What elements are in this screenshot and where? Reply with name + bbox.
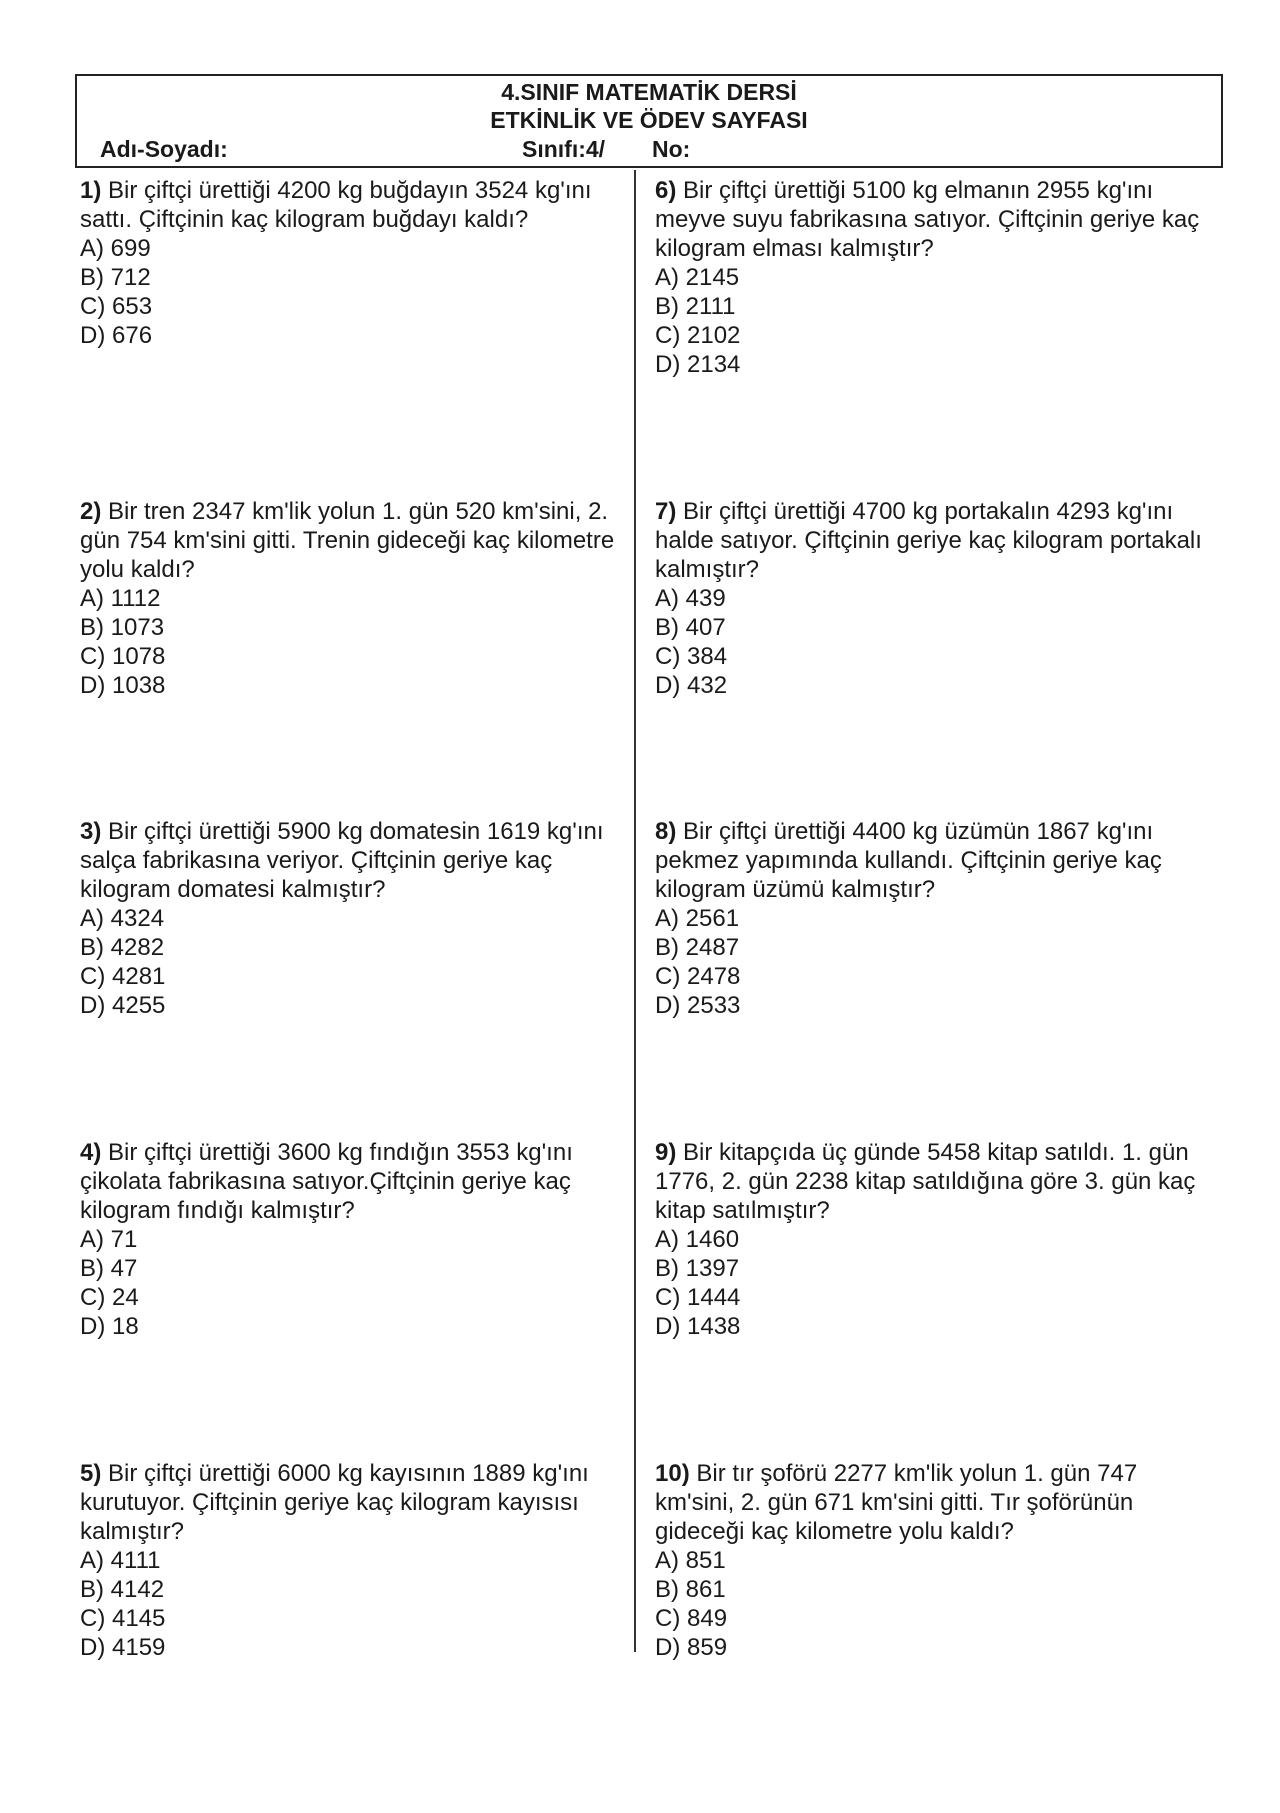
class-field-label: Sınıfı:4/: [522, 136, 606, 162]
question-number: 10): [655, 1460, 690, 1487]
option-d: D) 4255: [80, 992, 166, 1019]
question-stem: [655, 176, 1210, 263]
option-c: C) 653: [80, 293, 153, 320]
question-10: [655, 1459, 1210, 1662]
question-text: Bir çiftçi ürettiği 3600 kg fındığın 3553 kg'ını çikolata fabrikasına satıyor.Çiftçinin geriye kaç kilogram fındığı kalmıştır?: [80, 1139, 573, 1224]
option-d: D) 1038: [80, 672, 166, 699]
option-b: B) 407: [655, 614, 726, 641]
option-b: B) 4282: [80, 934, 165, 961]
question-stem: [655, 497, 1210, 584]
question-text: Bir kitapçıda üç günde 5458 kitap satıldı. 1. gün 1776, 2. gün 2238 kitap satıldığına göre 3. gün kaç kitap satılmıştır?: [655, 1139, 1196, 1224]
option-d: D) 859: [655, 1634, 728, 1661]
option-d: D) 4159: [80, 1634, 166, 1661]
option-a: A) 4324: [80, 905, 165, 932]
question-stem: [80, 176, 630, 234]
column-divider: [634, 170, 636, 1652]
question-text: Bir çiftçi ürettiği 5100 kg elmanın 2955 kg'ını meyve suyu fabrikasına satıyor. Çiftçinin geriye kaç kilogram elması kalmıştır?: [655, 177, 1200, 262]
option-a: A) 1112: [80, 585, 161, 612]
option-c: C) 1078: [80, 643, 166, 670]
question-stem: [80, 817, 630, 904]
question-text: Bir çiftçi ürettiği 4200 kg buğdayın 3524 kg'ını sattı. Çiftçinin kaç kilogram buğdayı kaldı?: [80, 177, 592, 233]
question-3: [80, 817, 630, 1020]
question-text: Bir çiftçi ürettiği 4700 kg portakalın 4293 kg'ını halde satıyor. Çiftçinin geriye kaç kilogram portakalı kalmıştır?: [655, 498, 1202, 583]
question-text: Bir tır şoförü 2277 km'lik yolun 1. gün 747 km'sini, 2. gün 671 km'sini gitti. Tır şoförünün gideceği kaç kilometre yolu kaldı?: [655, 1460, 1138, 1545]
question-stem: [80, 1459, 630, 1546]
worksheet-header: [75, 74, 1223, 168]
option-c: C) 384: [655, 643, 728, 670]
question-number: 6): [655, 177, 677, 204]
question-4: [80, 1138, 630, 1341]
option-c: C) 4145: [80, 1605, 166, 1632]
option-a: A) 699: [80, 235, 151, 262]
option-c: C) 1444: [655, 1284, 741, 1311]
question-number: 7): [655, 498, 677, 525]
option-b: B) 861: [655, 1576, 726, 1603]
question-number: 9): [655, 1139, 677, 1166]
option-c: C) 2478: [655, 963, 741, 990]
option-c: C) 849: [655, 1605, 728, 1632]
number-field-label: No:: [652, 136, 691, 162]
option-d: D) 18: [80, 1313, 139, 1340]
option-b: B) 712: [80, 264, 151, 291]
option-d: D) 1438: [655, 1313, 741, 1340]
option-b: B) 4142: [80, 1576, 165, 1603]
question-2: [80, 497, 630, 700]
worksheet-subtitle: ETKİNLİK VE ÖDEV SAYFASI: [490, 107, 808, 133]
question-number: 2): [80, 498, 102, 525]
question-stem: [80, 497, 630, 584]
option-a: A) 439: [655, 585, 726, 612]
option-c: C) 24: [80, 1284, 139, 1311]
question-number: 1): [80, 177, 102, 204]
option-a: A) 851: [655, 1547, 726, 1574]
option-d: D) 676: [80, 322, 153, 349]
option-c: C) 2102: [655, 322, 741, 349]
question-number: 8): [655, 818, 677, 845]
question-text: Bir çiftçi ürettiği 6000 kg kayısının 1889 kg'ını kurutuyor. Çiftçinin geriye kaç kilogram kayısısı kalmıştır?: [80, 1460, 589, 1545]
option-b: B) 1397: [655, 1255, 740, 1282]
question-number: 5): [80, 1460, 102, 1487]
question-8: [655, 817, 1210, 1020]
question-6: [655, 176, 1210, 379]
option-a: A) 2561: [655, 905, 740, 932]
option-a: A) 1460: [655, 1226, 740, 1253]
option-b: B) 47: [80, 1255, 138, 1282]
question-number: 4): [80, 1139, 102, 1166]
option-d: D) 2533: [655, 992, 741, 1019]
option-d: D) 432: [655, 672, 728, 699]
option-b: B) 2487: [655, 934, 740, 961]
worksheet-title: 4.SINIF MATEMATİK DERSİ: [501, 79, 797, 105]
question-stem: [655, 1459, 1210, 1546]
option-c: C) 4281: [80, 963, 166, 990]
option-a: A) 4111: [80, 1547, 161, 1574]
question-stem: [655, 817, 1210, 904]
option-a: A) 2145: [655, 264, 740, 291]
name-field-label: Adı-Soyadı:: [100, 136, 228, 162]
option-b: B) 2111: [655, 293, 736, 320]
question-7: [655, 497, 1210, 700]
question-text: Bir çiftçi ürettiği 4400 kg üzümün 1867 kg'ını pekmez yapımında kullandı. Çiftçinin geriye kaç kilogram üzümü kalmıştır?: [655, 818, 1162, 903]
question-5: [80, 1459, 630, 1662]
question-text: Bir tren 2347 km'lik yolun 1. gün 520 km'sini, 2. gün 754 km'sini gitti. Trenin gideceği kaç kilometre yolu kaldı?: [80, 498, 615, 583]
question-stem: [655, 1138, 1210, 1225]
question-1: [80, 176, 630, 350]
question-stem: [80, 1138, 630, 1225]
option-b: B) 1073: [80, 614, 165, 641]
option-a: A) 71: [80, 1226, 138, 1253]
option-d: D) 2134: [655, 351, 741, 378]
question-text: Bir çiftçi ürettiği 5900 kg domatesin 1619 kg'ını salça fabrikasına veriyor. Çiftçinin geriye kaç kilogram domatesi kalmıştır?: [80, 818, 604, 903]
question-9: [655, 1138, 1210, 1341]
question-number: 3): [80, 818, 102, 845]
